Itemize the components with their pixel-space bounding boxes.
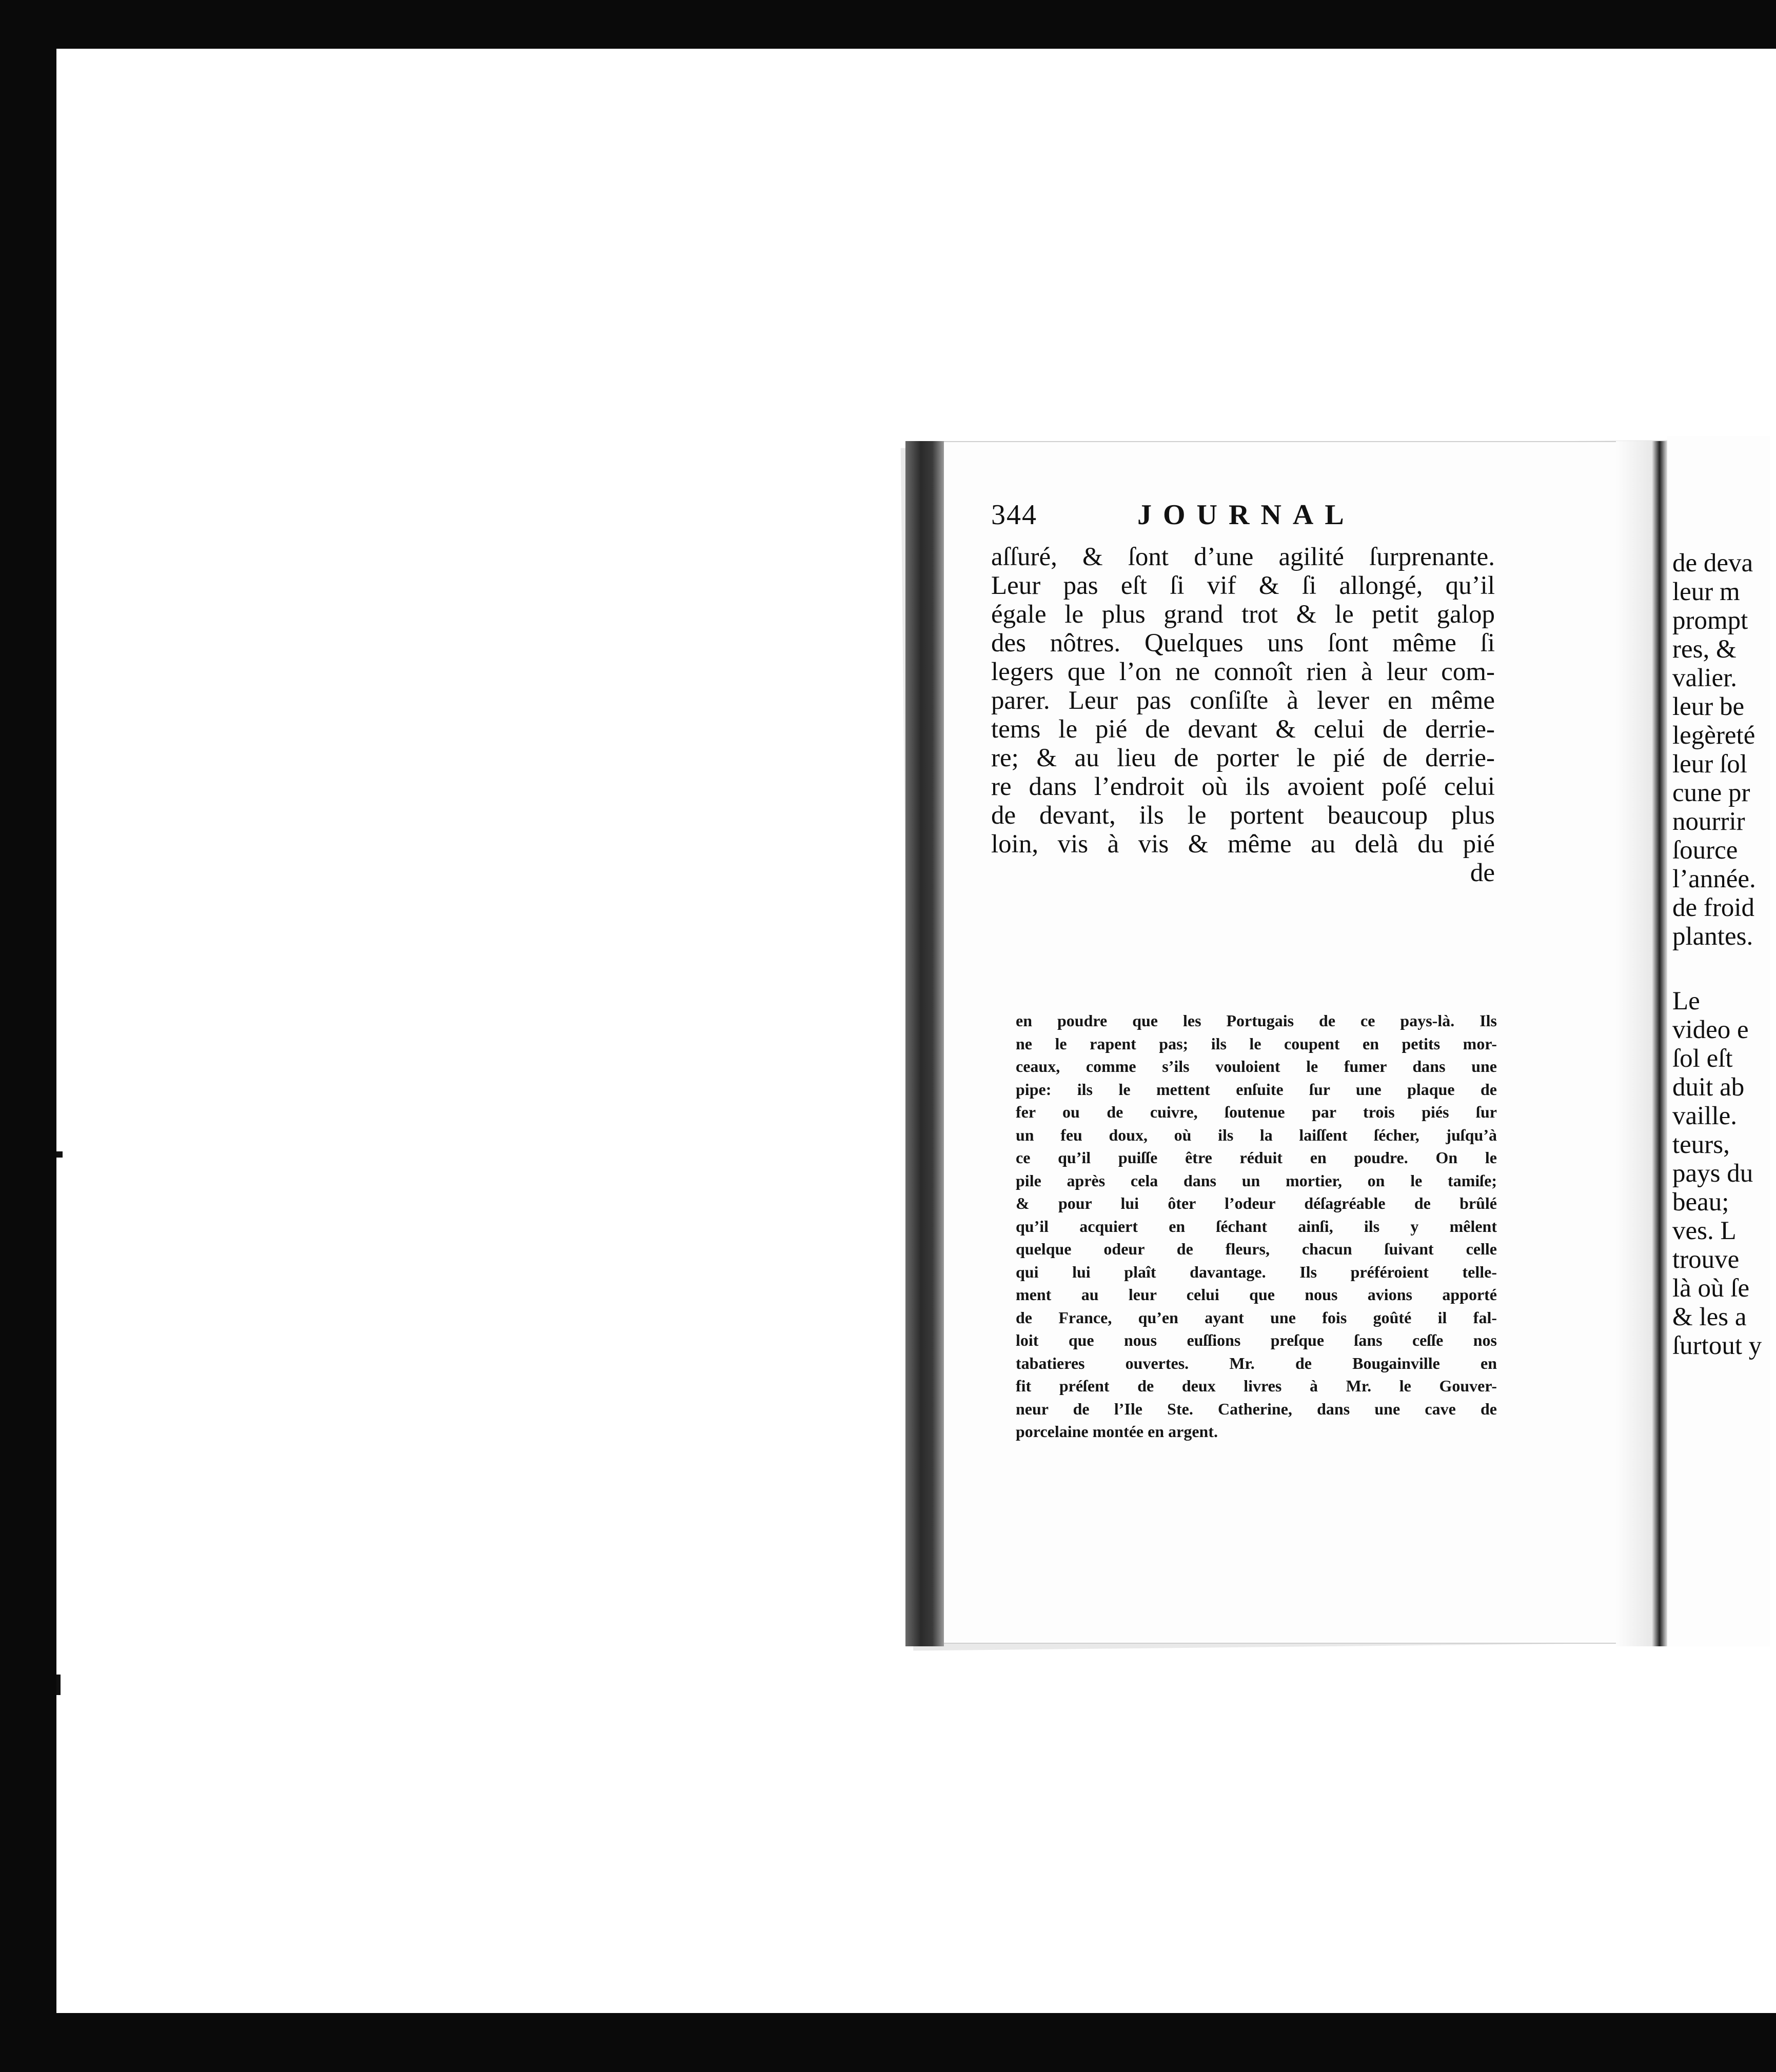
- right-line: res, &: [1672, 635, 1736, 664]
- right-line: de froid: [1672, 893, 1755, 922]
- body-text: [991, 543, 1495, 887]
- body-line: legers que l’on ne connoît rien à leur com-: [991, 658, 1495, 686]
- body-line: parer. Leur pas conſiſte à lever en même: [991, 686, 1495, 715]
- right-line: Le: [1672, 987, 1700, 1015]
- footnote-line: un feu doux, où ils la laiſſent ſécher, juſqu’à: [1016, 1125, 1497, 1144]
- footnote-line: porcelaine montée en argent.: [1016, 1422, 1218, 1441]
- footnote-line: ne le rapent pas; ils le coupent en petits mor-: [1016, 1034, 1497, 1053]
- body-line: tems le pié de devant & celui de derrie-: [991, 715, 1495, 744]
- running-head: [991, 499, 1607, 534]
- right-line: ſurtout y: [1672, 1331, 1762, 1360]
- footnote-line: & pour lui ôter l’odeur déſagréable de brûlé: [1016, 1194, 1497, 1212]
- page-edge: [905, 441, 944, 1646]
- footnote-line: pile après cela dans un mortier, on le tamiſe;: [1016, 1171, 1497, 1190]
- footnote-line: de France, qu’en ayant une fois goûté il fal-: [1016, 1308, 1497, 1327]
- edge-mark: [56, 1675, 61, 1695]
- right-line: video e: [1672, 1015, 1749, 1044]
- body-line: re dans l’endroit où ils avoient poſé celui: [991, 772, 1495, 801]
- right-page: [1667, 436, 1770, 1646]
- footnote-line: ment au leur celui que nous avions apporté: [1016, 1285, 1497, 1304]
- right-line: plantes.: [1672, 922, 1753, 951]
- right-line: valier.: [1672, 664, 1738, 692]
- right-line: cune pr: [1672, 779, 1750, 807]
- right-line: & les a: [1672, 1303, 1747, 1331]
- book-gutter: [1616, 441, 1667, 1646]
- right-line: trouve: [1672, 1245, 1740, 1274]
- right-page-text: [1672, 549, 1770, 1360]
- footnote-line: fer ou de cuivre, ſoutenue par trois piés ſur: [1016, 1103, 1497, 1121]
- footnote-line: fit préſent de deux livres à Mr. le Gouver-: [1016, 1377, 1497, 1395]
- body-line: des nôtres. Quelques uns ſont même ſi: [991, 629, 1495, 658]
- right-line: ſol eſt: [1672, 1044, 1733, 1073]
- footnote-line: loit que nous euſſions preſque ſans ceſſe nos: [1016, 1331, 1497, 1349]
- body-line: de devant, ils le portent beaucoup plus: [991, 801, 1495, 830]
- footnote-line: ce qu’il puiſſe être réduit en poudre. On le: [1016, 1148, 1497, 1167]
- right-line: legèreté: [1672, 721, 1755, 750]
- footnote-line: en poudre que les Portugais de ce pays-là. Ils: [1016, 1011, 1497, 1030]
- right-line: duit ab: [1672, 1073, 1745, 1102]
- running-title: JOURNAL: [1137, 499, 1355, 531]
- footnote-line: tabatieres ouvertes. Mr. de Bougainville en: [1016, 1353, 1497, 1372]
- right-line: pays du: [1672, 1159, 1753, 1188]
- footnote-line: quelque odeur de fleurs, chacun ſuivant celle: [1016, 1240, 1497, 1258]
- right-line: ſource: [1672, 836, 1738, 865]
- right-line: ves. L: [1672, 1217, 1736, 1245]
- right-line: nourrir: [1672, 807, 1745, 836]
- page-number: 344: [991, 499, 1037, 531]
- footnote-line: qu’il acquiert en ſéchant ainſi, ils y mêlent: [1016, 1217, 1497, 1236]
- catchword: de: [1470, 859, 1495, 887]
- body-line: re; & au lieu de porter le pié de derrie-: [991, 744, 1495, 772]
- footnote: [1016, 1009, 1497, 1443]
- left-page: [918, 441, 1634, 1644]
- right-line: là où ſe: [1672, 1274, 1750, 1303]
- body-line: Leur pas eſt ſi vif & ſi allongé, qu’il: [991, 571, 1495, 600]
- right-line: teurs,: [1672, 1130, 1730, 1159]
- footnote-line: ceaux, comme s’ils vouloient le fumer dans une: [1016, 1057, 1497, 1075]
- right-line: leur m: [1672, 577, 1740, 606]
- body-line: loin, vis à vis & même au delà du pié: [991, 830, 1495, 859]
- show-through-text: [1018, 951, 1480, 992]
- right-line: leur be: [1672, 692, 1745, 721]
- footnote-line: qui lui plaît davantage. Ils préféroient telle-: [1016, 1262, 1497, 1281]
- body-line: aſſuré, & ſont d’une agilité ſurprenante.: [991, 543, 1495, 571]
- right-line: l’année.: [1672, 865, 1756, 893]
- footnote-line: neur de l’Ile Ste. Catherine, dans une cave de: [1016, 1399, 1497, 1418]
- right-line: leur ſol: [1672, 750, 1747, 779]
- right-line: beau;: [1672, 1188, 1729, 1217]
- right-line: de deva: [1672, 549, 1753, 577]
- edge-mark: [56, 1151, 63, 1158]
- paragraph-gap: [1672, 951, 1770, 987]
- right-line: vaille.: [1672, 1102, 1738, 1130]
- body-line: égale le plus grand trot & le petit galop: [991, 600, 1495, 629]
- footnote-line: pipe: ils le mettent enſuite ſur une plaque de: [1016, 1080, 1497, 1099]
- right-line: prompt: [1672, 606, 1748, 635]
